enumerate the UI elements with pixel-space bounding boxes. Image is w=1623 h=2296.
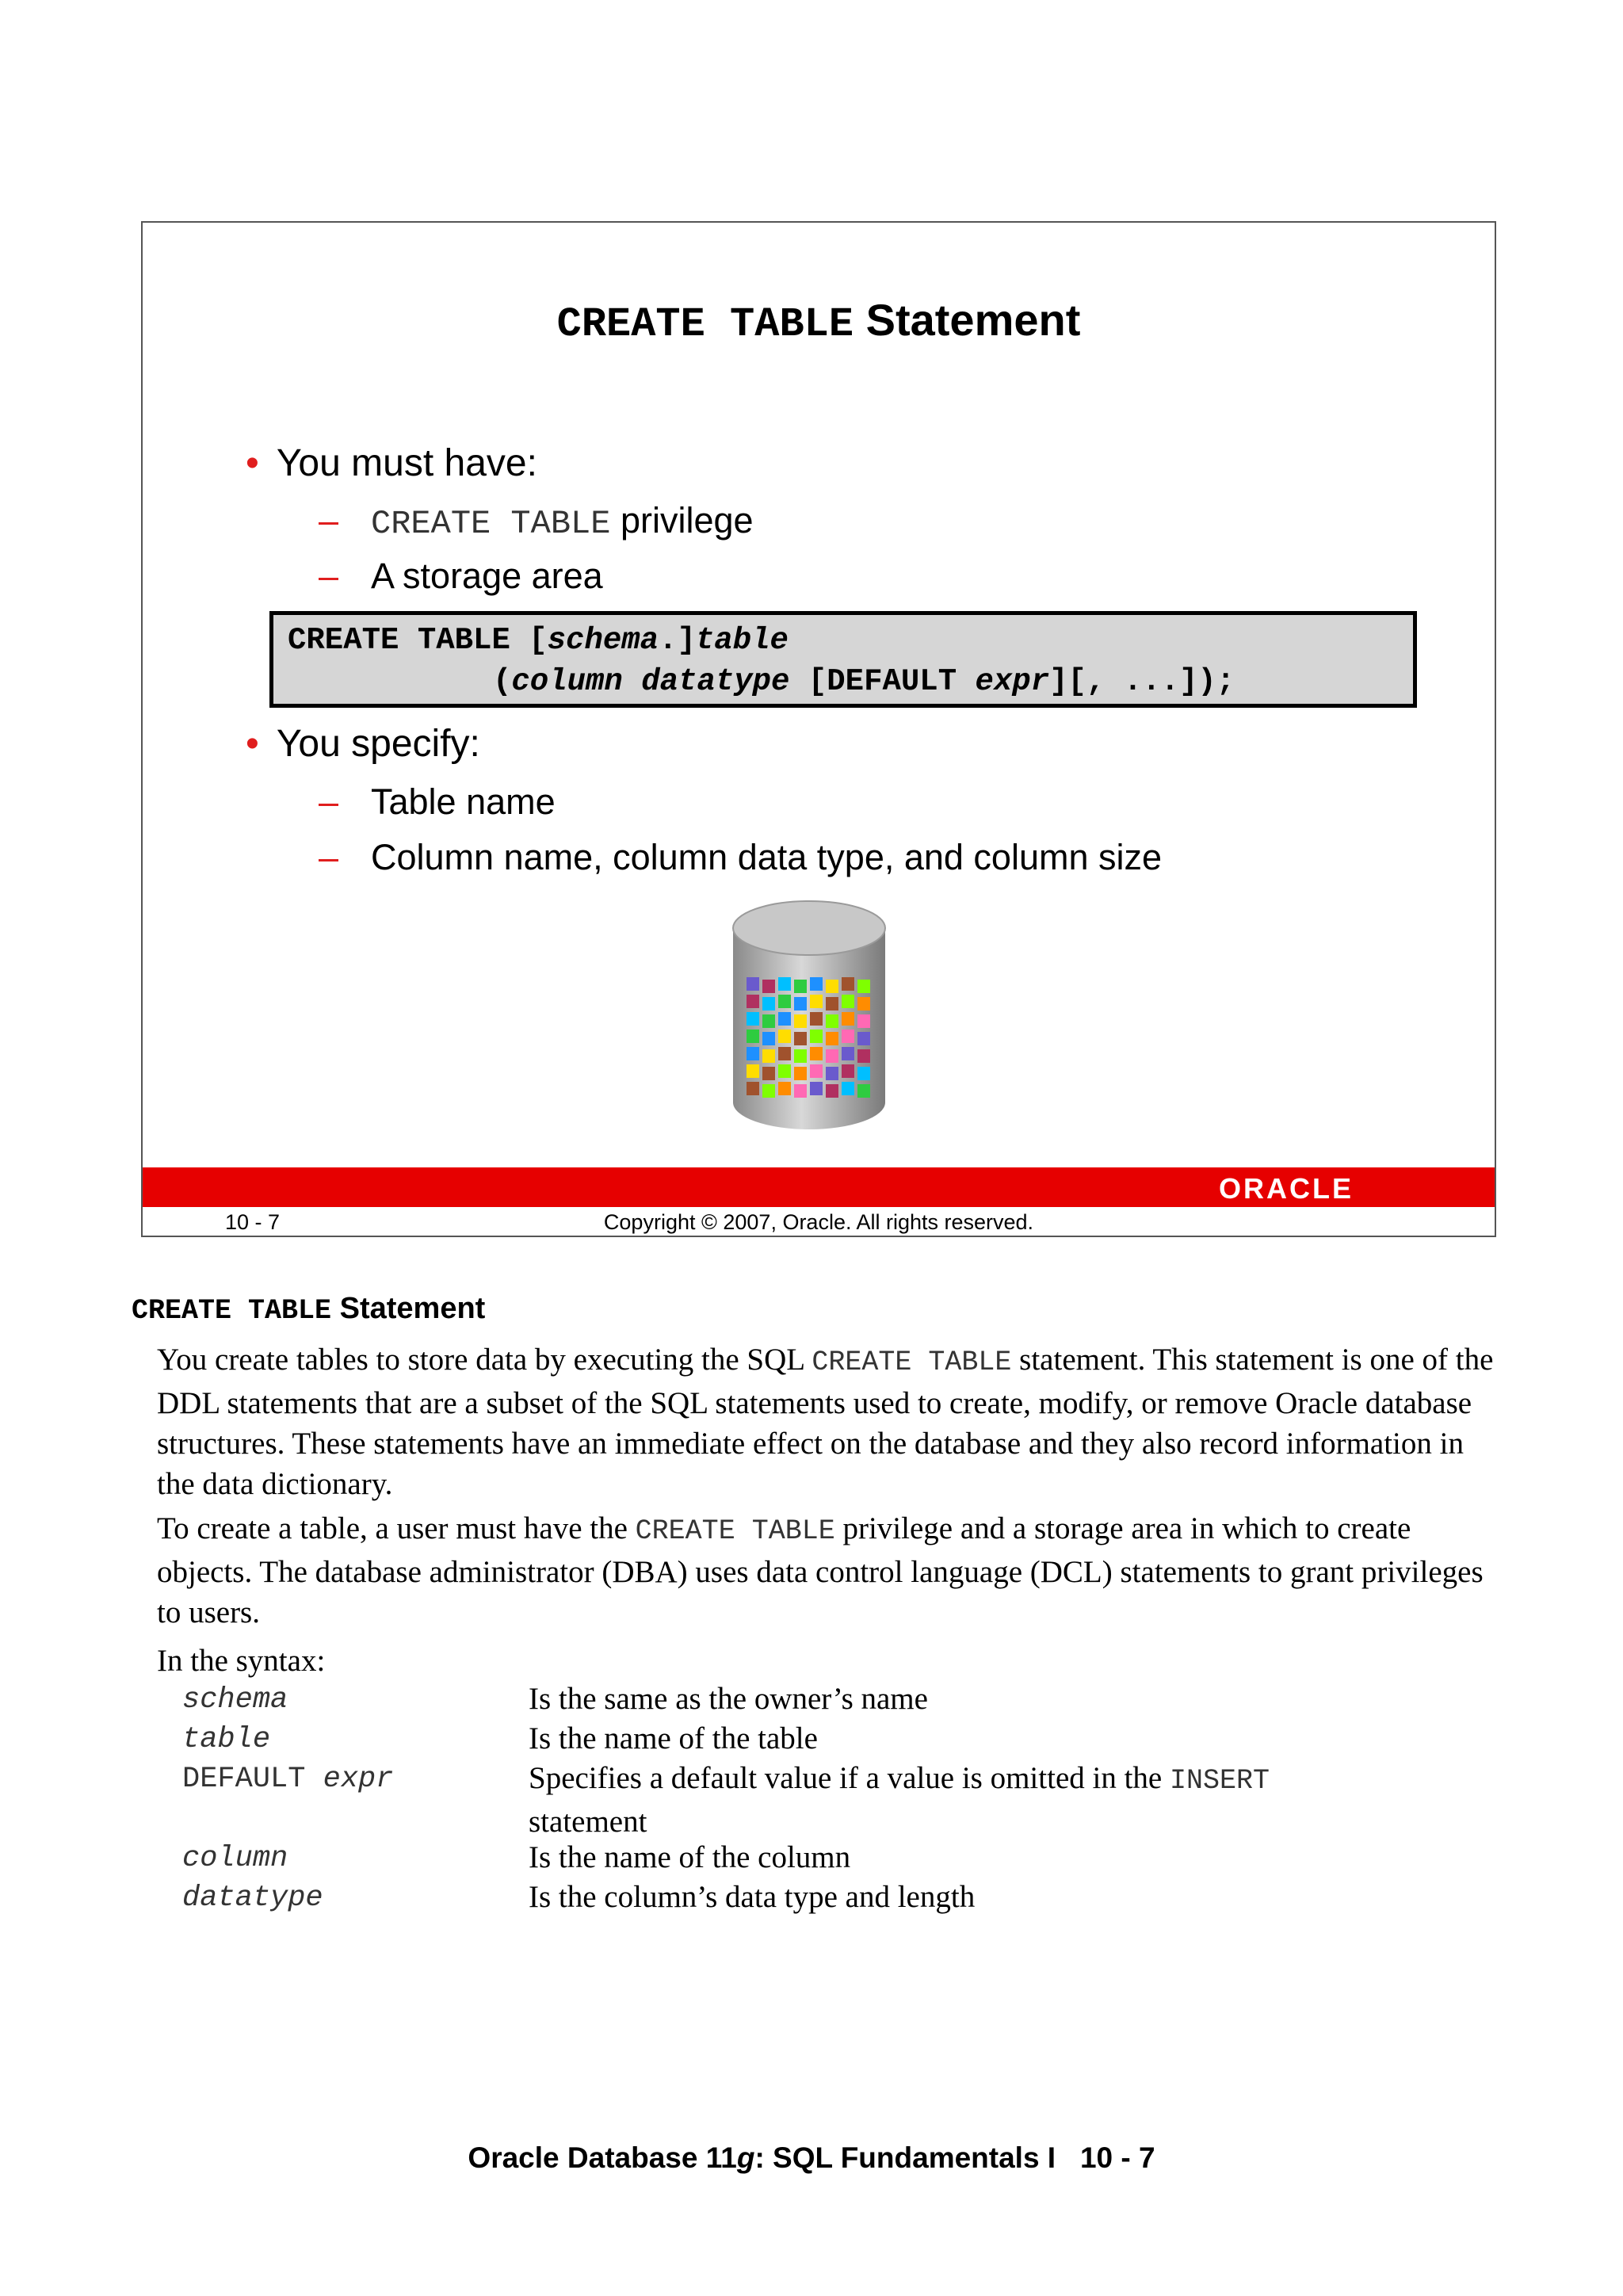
database-cell — [762, 997, 775, 1010]
heading-text: Statement — [339, 1292, 486, 1325]
database-cell — [842, 1082, 854, 1095]
heading-code: CREATE TABLE — [132, 1295, 332, 1327]
database-cell — [826, 1014, 838, 1028]
database-cylinder-icon — [729, 898, 889, 1136]
database-cell — [842, 977, 854, 991]
database-cell — [826, 1067, 838, 1080]
database-cell — [778, 1064, 791, 1078]
footer-text: : SQL Fundamentals I — [754, 2141, 1056, 2174]
database-cell — [826, 1032, 838, 1045]
page-footer — [0, 2141, 1623, 2175]
database-cell — [778, 995, 791, 1008]
term-italic: column — [182, 1842, 288, 1875]
text: privilege and a storage area in which to create objects. The database administrator (DBA) uses data control language (DCL) statements to grant privileges to users. — [157, 1511, 1484, 1629]
notes-heading — [132, 1292, 485, 1327]
syntax-line-2 — [493, 664, 1235, 699]
term-italic: table — [182, 1723, 271, 1756]
database-cell — [794, 1067, 807, 1080]
dash: – — [319, 500, 339, 541]
database-cell — [778, 977, 791, 991]
database-cell — [810, 1082, 823, 1095]
database-cell — [747, 1082, 759, 1095]
text: To create a table, a user must have the — [157, 1511, 636, 1545]
database-cell — [842, 1012, 854, 1026]
database-cell — [826, 997, 838, 1010]
database-cell — [842, 995, 854, 1008]
syntax-box — [269, 611, 1417, 708]
database-cell — [794, 1032, 807, 1045]
slide — [141, 221, 1496, 1237]
syntax-token: schema — [547, 623, 659, 658]
paragraph-2 — [157, 1508, 1496, 1633]
database-cell — [794, 1049, 807, 1063]
database-cell — [810, 977, 823, 991]
syntax-intro: In the syntax: — [157, 1644, 326, 1678]
syntax-token: [DEFAULT — [789, 664, 976, 699]
database-cell — [842, 1064, 854, 1078]
term-italic: datatype — [182, 1881, 323, 1915]
syntax-token: table — [695, 623, 789, 658]
database-cell — [747, 1030, 759, 1043]
sub-bullet-columns — [319, 837, 1162, 878]
inline-code: CREATE TABLE — [812, 1347, 1012, 1378]
dash: – — [319, 837, 339, 877]
slide-number: 10 - 7 — [225, 1210, 281, 1234]
syntax-token: CREATE TABLE [ — [288, 623, 548, 658]
database-cell — [778, 1012, 791, 1026]
sub-bullet-privilege — [319, 500, 754, 543]
database-cell — [762, 1084, 775, 1098]
inline-code: INSERT — [1169, 1765, 1270, 1797]
def-schema: Is the same as the owner’s name — [529, 1682, 928, 1716]
database-cell — [857, 1067, 870, 1080]
text: statement — [529, 1805, 647, 1839]
bullet-dot: • — [246, 442, 259, 484]
database-cell — [810, 1012, 823, 1026]
syntax-token: ][, ...]); — [1049, 664, 1235, 699]
database-cell — [857, 1014, 870, 1028]
bullet-you-specify — [246, 722, 480, 766]
text: statement. This statement is one of the DDL statements that are a subset of the SQL statements used to create, modify, or remove Oracle database structures. These statements have an immediate effect on the database and they also record information in the data dictionary. — [157, 1343, 1494, 1501]
term-plain: DEFAULT — [182, 1763, 323, 1796]
sub-text: A storage area — [371, 556, 603, 596]
database-cell — [810, 1064, 823, 1078]
def-default-expr — [529, 1758, 1400, 1842]
database-cell — [826, 1084, 838, 1098]
paragraph-1 — [157, 1339, 1496, 1504]
oracle-logo: ORACLE — [1219, 1172, 1354, 1205]
database-cell — [842, 1047, 854, 1060]
database-cell — [842, 1030, 854, 1043]
database-cell — [794, 1084, 807, 1098]
database-cell — [747, 1047, 759, 1060]
term-column — [182, 1842, 288, 1875]
database-cell — [794, 1014, 807, 1028]
dash: – — [319, 781, 339, 822]
database-cell — [778, 1082, 791, 1095]
syntax-token: .] — [659, 623, 696, 658]
database-cell — [778, 1047, 791, 1060]
sub-code: CREATE TABLE — [371, 505, 611, 543]
copyright: Copyright © 2007, Oracle. All rights reserved. — [603, 1210, 1034, 1234]
syntax-line-1 — [288, 623, 789, 658]
bullet-dot: • — [246, 723, 259, 765]
footer-italic: g — [736, 2141, 755, 2174]
term-italic: expr — [323, 1763, 394, 1796]
term-default-expr — [182, 1763, 393, 1796]
sub-text: Table name — [371, 781, 556, 822]
dash: – — [319, 556, 339, 596]
database-cell — [857, 1049, 870, 1063]
text: Specifies a default value if a value is omitted in the — [529, 1761, 1170, 1795]
database-cell — [762, 1014, 775, 1028]
database-cell — [762, 980, 775, 993]
syntax-token: ( — [493, 664, 512, 699]
database-cell — [810, 1047, 823, 1060]
database-cell — [762, 1067, 775, 1080]
term-table — [182, 1723, 270, 1756]
syntax-token: column datatype — [511, 664, 790, 699]
sub-bullet-storage — [319, 556, 603, 597]
database-cell — [857, 980, 870, 993]
database-cell — [747, 995, 759, 1008]
database-cell — [747, 1012, 759, 1026]
def-table: Is the name of the table — [529, 1721, 818, 1755]
term-italic: schema — [182, 1683, 288, 1717]
syntax-token: expr — [975, 664, 1050, 699]
database-cell — [778, 1030, 791, 1043]
footer-text: Oracle Database 11 — [468, 2141, 737, 2174]
database-cell — [794, 980, 807, 993]
sub-text: privilege — [620, 500, 754, 541]
database-cell — [747, 977, 759, 991]
database-cell — [857, 1032, 870, 1045]
bullet-must-have — [246, 441, 537, 485]
term-schema — [182, 1683, 288, 1717]
slide-title-text: Statement — [865, 295, 1081, 345]
def-column: Is the name of the column — [529, 1840, 851, 1874]
database-cell — [810, 995, 823, 1008]
database-cell — [747, 1064, 759, 1078]
text: You create tables to store data by executing the SQL — [157, 1343, 812, 1377]
database-cell — [794, 997, 807, 1010]
database-cell — [857, 997, 870, 1010]
slide-title — [143, 294, 1495, 348]
term-datatype — [182, 1881, 323, 1915]
database-cell — [857, 1084, 870, 1098]
def-datatype: Is the column’s data type and length — [529, 1880, 976, 1914]
inline-code: CREATE TABLE — [635, 1515, 835, 1547]
database-cell — [826, 1049, 838, 1063]
database-cell — [810, 1030, 823, 1043]
bullet-text: You specify: — [276, 723, 480, 765]
sub-text: Column name, column data type, and column size — [371, 837, 1163, 877]
slide-title-code: CREATE TABLE — [556, 301, 854, 348]
sub-bullet-table-name — [319, 781, 556, 823]
database-cell — [762, 1049, 775, 1063]
bullet-text: You must have: — [276, 442, 537, 484]
footer-page: 10 - 7 — [1079, 2141, 1155, 2174]
database-cell — [826, 980, 838, 993]
database-cell — [762, 1032, 775, 1045]
